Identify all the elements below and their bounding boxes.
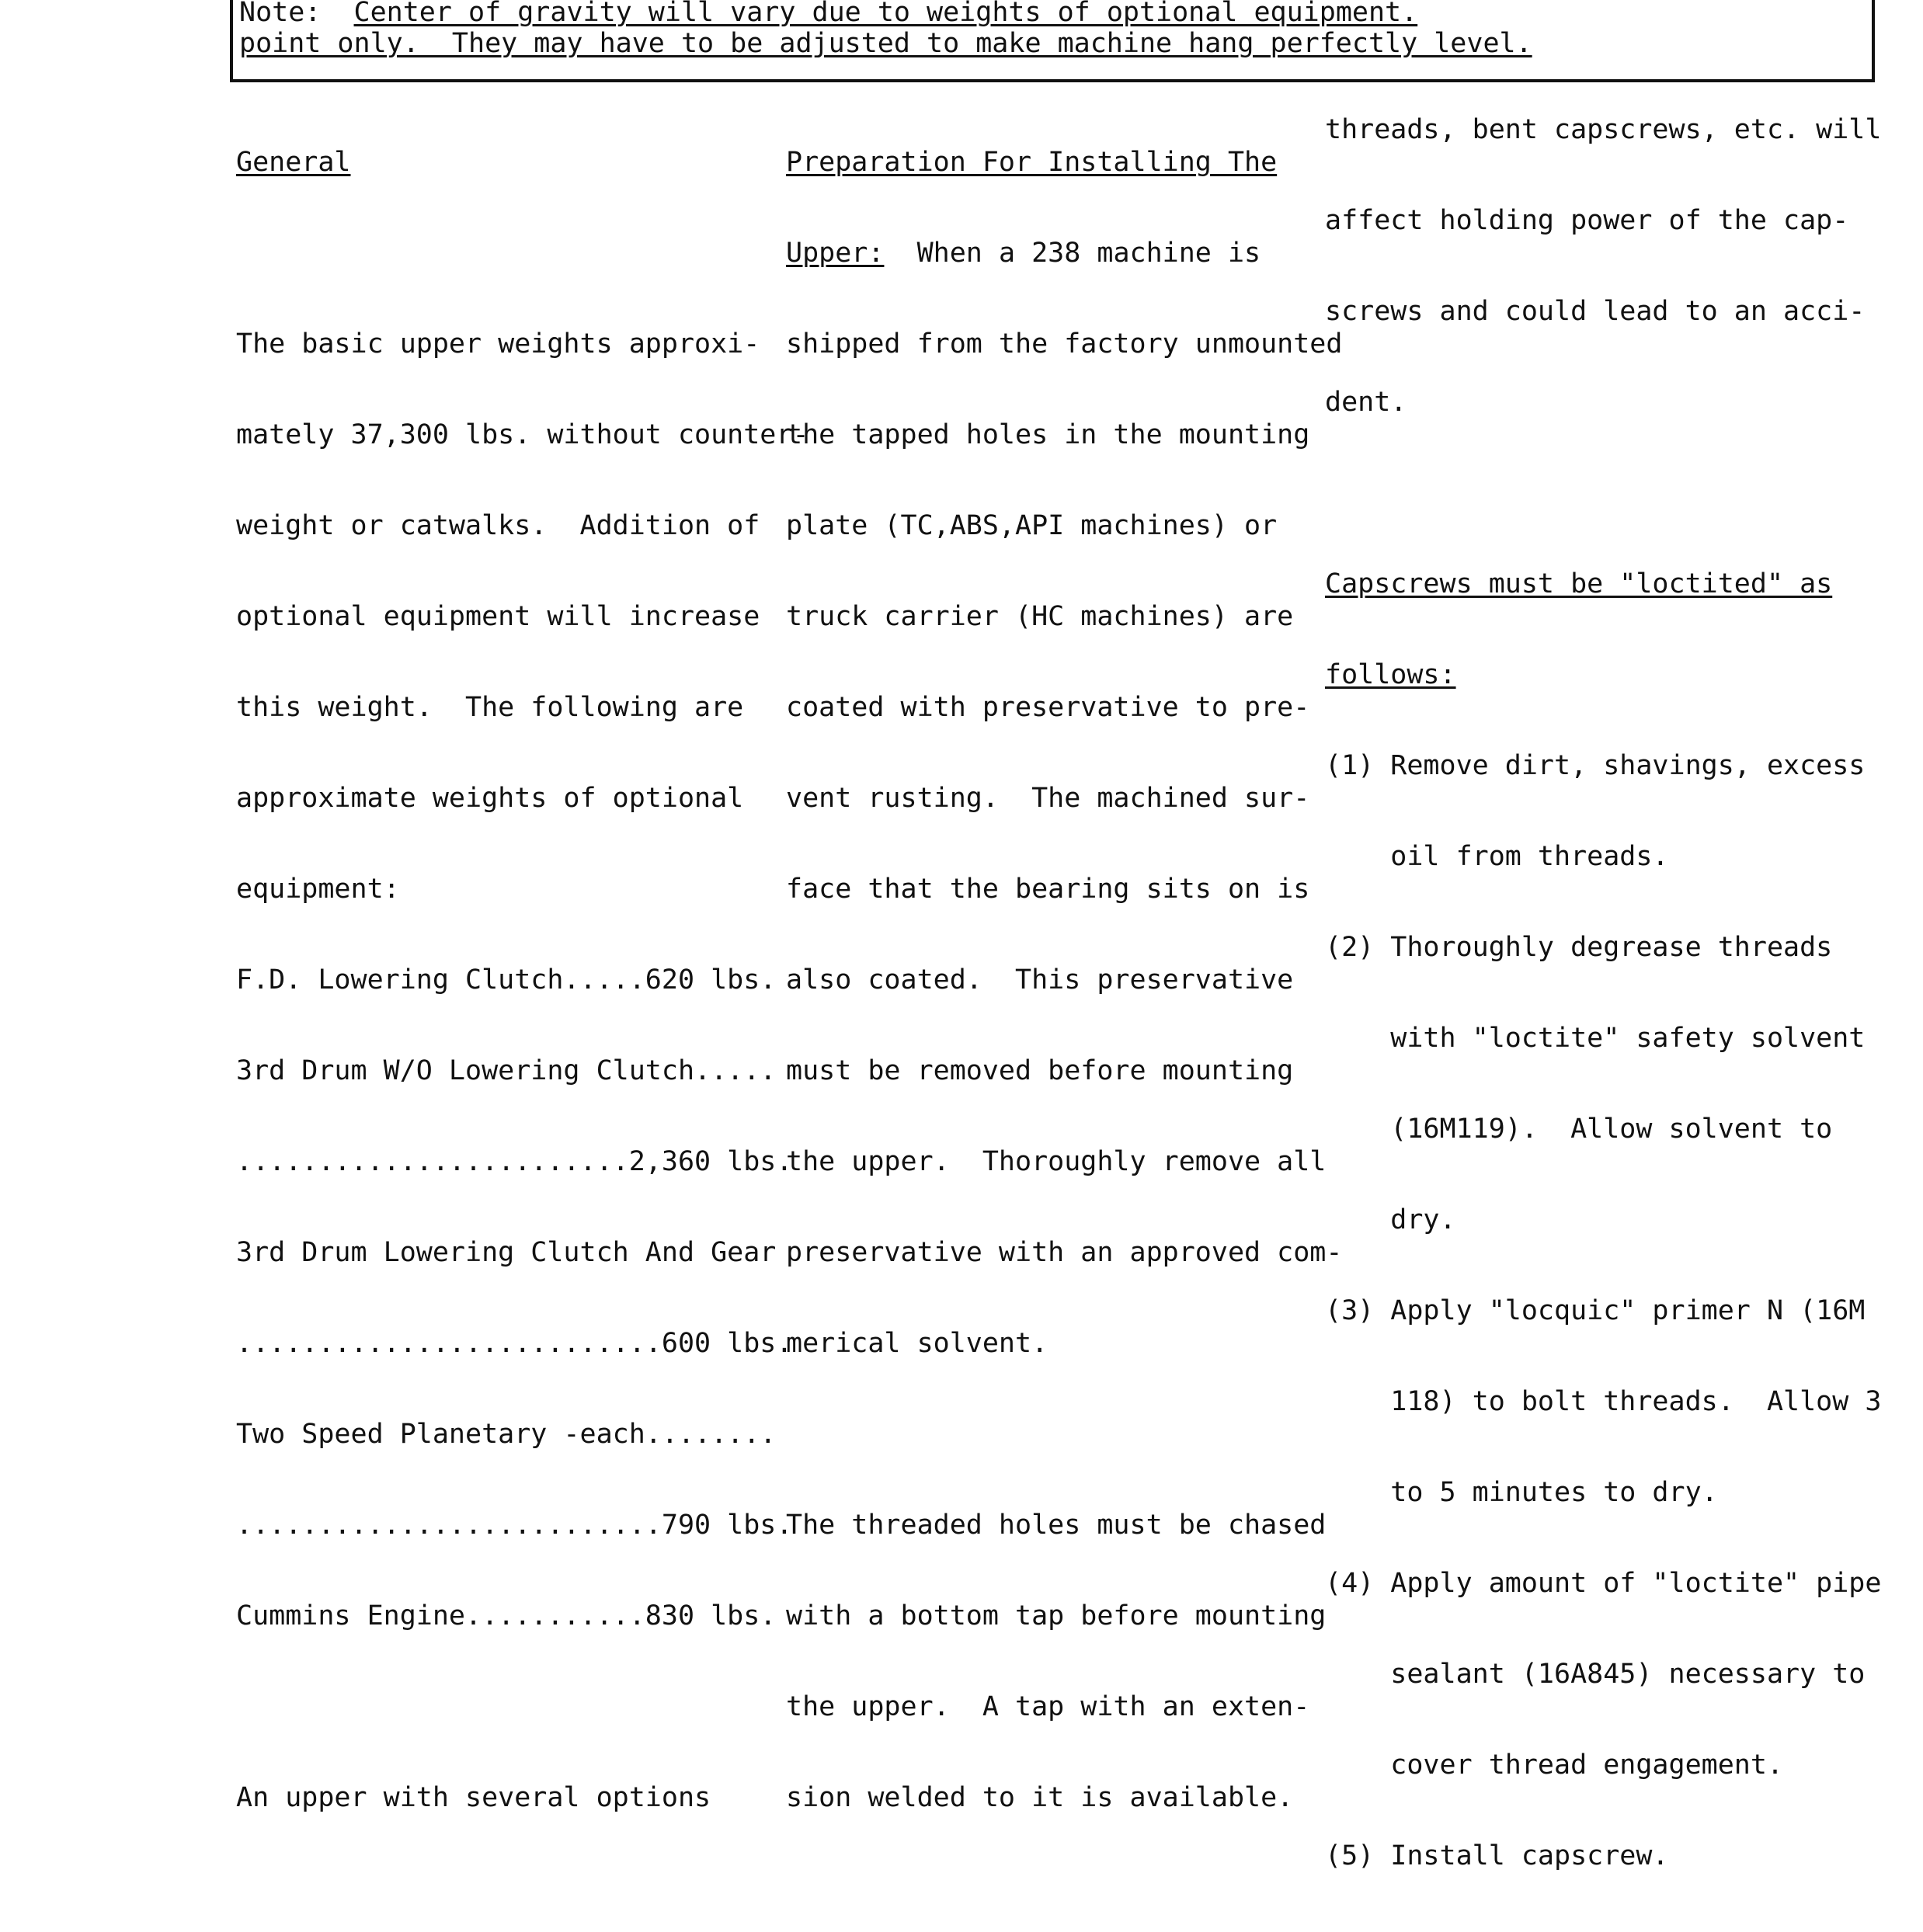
col2-line: merical solvent.: [786, 1328, 1048, 1359]
note-line-1: [239, 0, 1417, 28]
col1-line: approximate weights of optional: [236, 783, 744, 814]
col1-line: optional equipment will increase: [236, 601, 760, 632]
general-heading: General: [236, 147, 351, 178]
step-line: dry.: [1325, 1204, 1456, 1235]
preparation-heading: Preparation For Installing The: [786, 147, 1278, 178]
col2-line: vent rusting. The machined sur-: [786, 783, 1310, 814]
step-line: to 5 minutes to dry.: [1325, 1477, 1718, 1508]
step-line: 118) to bolt threads. Allow 3: [1325, 1386, 1882, 1417]
capscrews-heading: Capscrews must be "loctited" as: [1325, 568, 1833, 599]
col1-line: F.D. Lowering Clutch.....620 lbs.: [236, 964, 777, 996]
col3-line: screws and could lead to an acci-: [1325, 296, 1866, 327]
step-line: (1) Remove dirt, shavings, excess: [1325, 750, 1866, 781]
col2-line: with a bottom tap before mounting: [786, 1600, 1327, 1631]
col1-line: The basic upper weights approxi-: [236, 328, 760, 360]
col1-line: 3rd Drum W/O Lowering Clutch.....: [236, 1055, 777, 1086]
col1-line: this weight. The following are: [236, 692, 744, 723]
col3-line: affect holding power of the cap-: [1325, 205, 1849, 236]
col1-line: Cummins Engine...........830 lbs.: [236, 1600, 777, 1631]
note-label: Note:: [239, 0, 322, 28]
col2-line: truck carrier (HC machines) are: [786, 601, 1294, 632]
col1-line: ..........................600 lbs.: [236, 1328, 793, 1359]
col2-line: preservative with an approved com-: [786, 1237, 1343, 1268]
col1-trailing-line: An upper with several options: [236, 1782, 711, 1813]
column-capscrews: [1325, 54, 1881, 1932]
col3-line: threads, bent capscrews, etc. will: [1325, 114, 1882, 145]
col2-line: coated with preservative to pre-: [786, 692, 1310, 723]
col2-line: face that the bearing sits on is: [786, 874, 1310, 905]
step-line: (3) Apply "locquic" primer N (16M: [1325, 1295, 1866, 1326]
col1-line: Two Speed Planetary -each........: [236, 1419, 777, 1450]
note-text-2: point only. They may have to be adjusted to make machine hang perfectly level.: [239, 28, 1532, 59]
col2-line: must be removed before mounting: [786, 1055, 1294, 1086]
col1-line: mately 37,300 lbs. without counter-: [236, 419, 809, 450]
col2-line: the tapped holes in the mounting: [786, 419, 1310, 450]
col2-line: The threaded holes must be chased: [786, 1510, 1327, 1541]
step-line: (2) Thoroughly degrease threads: [1325, 932, 1833, 963]
column-preparation: [786, 87, 1342, 1874]
preparation-heading-rest: When a 238 machine is: [884, 238, 1261, 269]
col2-line: the upper. Thoroughly remove all: [786, 1146, 1327, 1177]
col2-line: shipped from the factory unmounted: [786, 328, 1343, 360]
col1-line: equipment:: [236, 874, 400, 905]
col3-line: dent.: [1325, 387, 1407, 418]
step-line: with "loctite" safety solvent: [1325, 1023, 1866, 1054]
note-text-1: Center of gravity will vary due to weights of optional equipment.: [353, 0, 1418, 28]
col2-line: also coated. This preservative: [786, 964, 1294, 996]
col1-line: ........................2,360 lbs.: [236, 1146, 793, 1177]
step-line: cover thread engagement.: [1325, 1750, 1784, 1781]
step-line: sealant (16A845) necessary to: [1325, 1659, 1866, 1690]
col1-line: weight or catwalks. Addition of: [236, 510, 760, 541]
col2-line: the upper. A tap with an exten-: [786, 1691, 1310, 1722]
step-line: oil from threads.: [1325, 841, 1669, 872]
col2-line: plate (TC,ABS,API machines) or: [786, 510, 1278, 541]
step-line: (5) Install capscrew.: [1325, 1840, 1669, 1871]
col1-line: ..........................790 lbs.: [236, 1510, 793, 1541]
step-line: (4) Apply amount of "loctite" pipe: [1325, 1568, 1882, 1599]
step-line: (16M119). Allow solvent to: [1325, 1114, 1833, 1145]
preparation-heading-2: Upper:: [786, 238, 885, 269]
col1-line: 3rd Drum Lowering Clutch And Gear: [236, 1237, 777, 1268]
capscrews-heading-2: follows:: [1325, 659, 1456, 690]
column-general: [236, 87, 809, 1874]
col2-line: sion welded to it is available.: [786, 1782, 1294, 1813]
